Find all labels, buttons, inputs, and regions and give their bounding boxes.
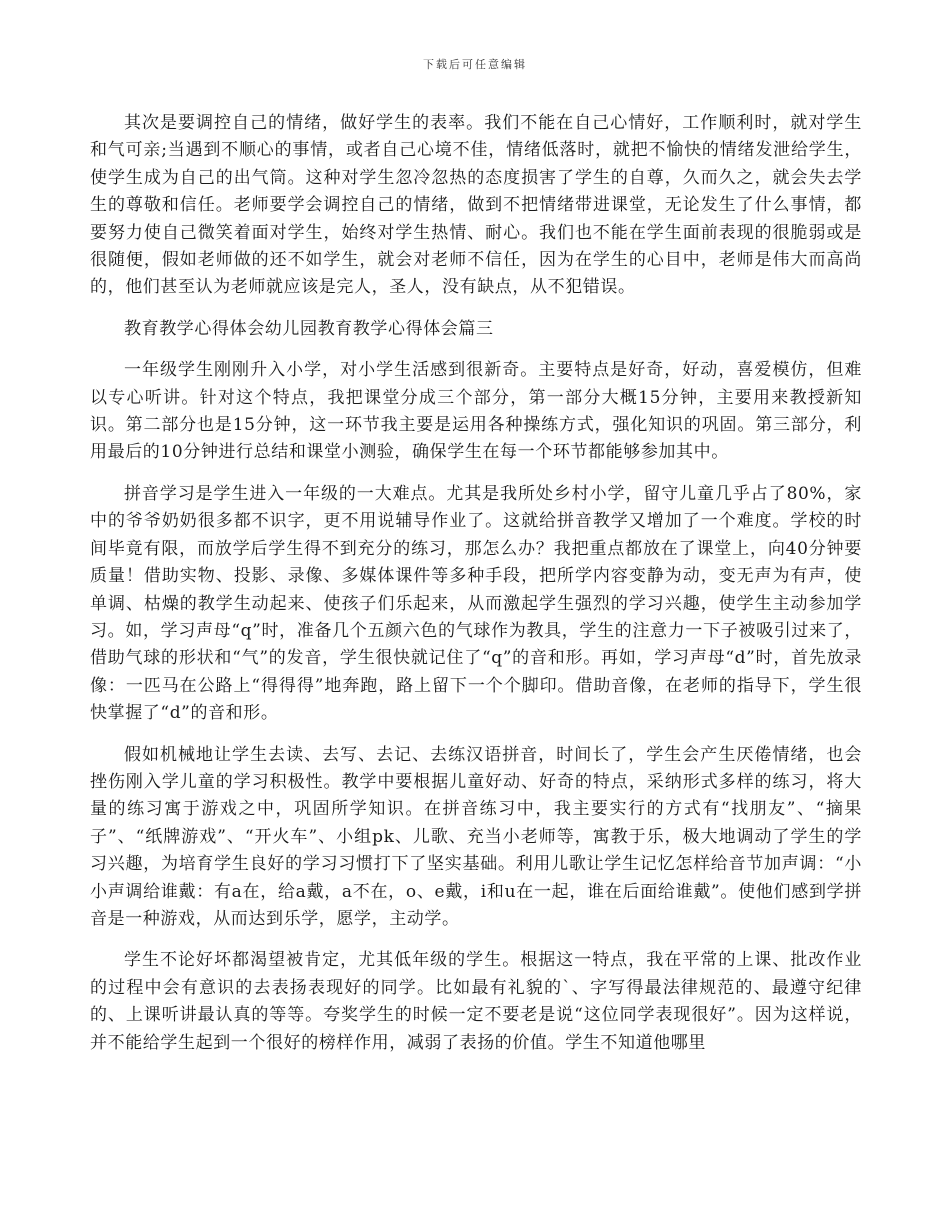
paragraph-pinyin-learning: 拼音学习是学生进入一年级的一大难点。尤其是我所处乡村小学，留守儿童几乎占了80%，家中的爷爷奶奶很多都不识字，更不用说辅导作业了。这就给拼音教学又增加了一个难度。学校的时间毕竟有限，而放学后学生得不到充分的练习，那怎么办？我把重点都放在了课堂上，向40分钟要质量！借助实物、投影、录像、多媒体课件等多种手段，把所学内容变静为动，变无声为有声，使单调、枯燥的教学生动起来、使孩子们乐起来，从而激起学生强烈的学习兴趣，使学生主动参加学习。如，学习声母“q”时，准备几个五颜六色的气球作为教具，学生的注意力一下子被吸引过来了，借助气球的形状和“气”的发音，学生很快就记住了“q”的音和形。再如，学习声母“d”时，首先放录像：一匹马在公路上“得得得”地奔跑，路上留下一个个脚印。借助音像，在老师的指导下，学生很快掌握了“d”的音和形。 xyxy=(90,483,862,724)
paragraph-praise: 学生不论好坏都渴望被肯定，尤其低年级的学生。根据这一特点，我在平常的上课、批改作业的过程中会有意识的去表扬表现好的同学。比如最有礼貌的`、字写得最法律规范的、最遵守纪律的、上课听讲最认真的等等。夸奖学生的时候一定不要老是说“这位同学表现很好”。因为这样说，并不能给学生起到一个很好的榜样作用，减弱了表扬的价值。学生不知道他哪里 xyxy=(90,950,862,1053)
paragraph-first-grade: 一年级学生刚刚升入小学，对小学生活感到很新奇。主要特点是好奇，好动，喜爱模仿，但难以专心听讲。针对这个特点，我把课堂分成三个部分，第一部分大概15分钟，主要用来教授新知识。第二部分也是15分钟，这一环节我主要是运用各种操练方式，强化知识的巩固。第三部分，利用最后的10分钟进行总结和课堂小测验，确保学生在每一个环节都能够参加其中。 xyxy=(90,360,862,463)
document-body xyxy=(90,110,862,1071)
page-header: 下载后可任意编辑 xyxy=(423,58,527,71)
section-heading: 教育教学心得体会幼儿园教育教学心得体会篇三 xyxy=(124,318,494,339)
paragraph-emotion-control: 其次是要调控自己的情绪，做好学生的表率。我们不能在自己心情好，工作顺利时，就对学生和气可亲;当遇到不顺心的事情，或者自己心境不佳，情绪低落时，就把不愉快的情绪发泄给学生，使学生成为自己的出气筒。这种对学生忽冷忽热的态度损害了学生的自尊，久而久之，就会失去学生的尊敬和信任。老师要学会调控自己的情绪，做到不把情绪带进课堂，无论发生了什么事情，都要努力使自己微笑着面对学生，始终对学生热情、耐心。我们也不能在学生面前表现的很脆弱或是很随便，假如老师做的还不如学生，就会对老师不信任，因为在学生的心目中，老师是伟大而高尚的，他们甚至认为老师就应该是完人，圣人，没有缺点，从不犯错误。 xyxy=(90,113,862,298)
paragraph-pinyin-games: 假如机械地让学生去读、去写、去记、去练汉语拼音，时间长了，学生会产生厌倦情绪，也会挫伤刚入学儿童的学习积极性。教学中要根据儿童好动、好奇的特点，采纳形式多样的练习，将大量的练习寓于游戏之中，巩固所学知识。在拼音练习中，我主要实行的方式有“找朋友”、“摘果子”、“纸牌游戏”、“开火车”、小组pk、儿歌、充当小老师等，寓教于乐，极大地调动了学生的学习兴趣，为培育学生良好的学习习惯打下了坚实基础。利用儿歌让学生记忆怎样给音节加声调：“小小声调给谁戴：有a在，给a戴，a不在，o、e戴，i和u在一起，谁在后面给谁戴”。使他们感到学拼音是一种游戏，从而达到乐学，愿学，主动学。 xyxy=(90,744,862,929)
